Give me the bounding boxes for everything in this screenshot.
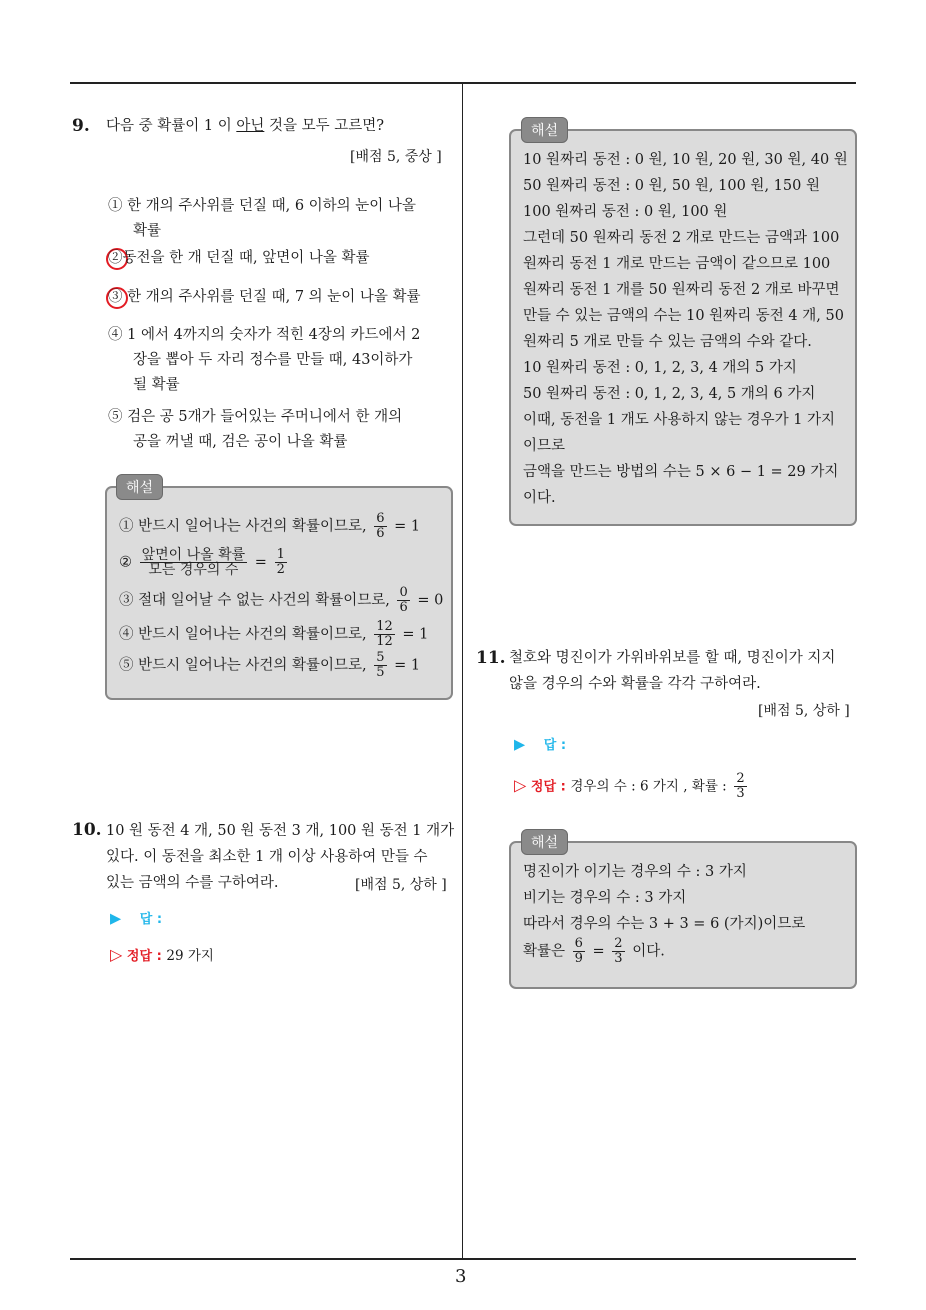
explain-text: ① 반드시 일어나는 사건의 확률이므로, xyxy=(119,518,367,535)
question-line-1: 철호와 명진이가 가위바위보를 할 때, 명진이가 지지 xyxy=(509,650,836,666)
option-text: 장을 뽑아 두 자리 정수를 만들 때, 43이하가 xyxy=(133,352,413,368)
numerator: 1 xyxy=(276,547,285,562)
option-text: 검은 공 5개가 들어있는 주머니에서 한 개의 xyxy=(127,409,403,425)
option-text: 한 개의 주사위를 던질 때, 7 의 눈이 나올 확률 xyxy=(127,289,421,305)
stem-text-end: 것을 모두 고르면? xyxy=(264,118,384,134)
explain-line-3 xyxy=(119,586,443,615)
denominator: 3 xyxy=(614,951,623,966)
denominator: 6 xyxy=(399,600,408,615)
numerator: 5 xyxy=(376,650,385,665)
points-label: [배점 5, 중상 ] xyxy=(350,149,442,165)
explain-line-1 xyxy=(119,512,420,541)
option-mark: ① xyxy=(108,198,123,214)
explain-text: ③ 절대 일어날 수 없는 사건의 확률이므로, xyxy=(119,592,390,609)
explain-text: ② xyxy=(119,554,132,571)
explain-line: 명진이가 이기는 경우의 수 : 3 가지 xyxy=(523,864,747,880)
explain-line: 만들 수 있는 금액의 수는 10 원짜리 동전 4 개, 50 xyxy=(523,308,844,324)
page-number: 3 xyxy=(455,1266,467,1287)
numerator: 6 xyxy=(574,936,583,951)
correct-answer-row xyxy=(514,772,750,801)
fraction xyxy=(140,548,248,577)
option-5[interactable] xyxy=(108,405,402,455)
explanation-box xyxy=(509,841,857,989)
explain-line: 50 원짜리 동전 : 0 원, 50 원, 100 원, 150 원 xyxy=(523,178,820,194)
explain-tail: = 0 xyxy=(417,592,444,609)
explain-line: 원짜리 5 개로 만들 수 있는 금액의 수와 같다. xyxy=(523,334,812,350)
denominator: 5 xyxy=(376,665,385,680)
question-line-2: 있다. 이 동전을 최소한 1 개 이상 사용하여 만들 수 xyxy=(106,849,428,865)
points-label: [배점 5, 상하 ] xyxy=(355,877,447,893)
explanation-box xyxy=(509,129,857,526)
fraction xyxy=(374,620,395,649)
explain-line: 50 원짜리 동전 : 0, 1, 2, 3, 4, 5 개의 6 가지 xyxy=(523,386,816,402)
answer-fraction xyxy=(734,772,746,801)
points-label: [배점 5, 상하 ] xyxy=(758,703,850,719)
explanation-tag: 해설 xyxy=(116,474,163,500)
question-line-3: 있는 금액의 수를 구하여라. xyxy=(106,875,279,891)
correct-answer-value: 29 가지 xyxy=(166,948,214,964)
numerator: 2 xyxy=(736,771,745,786)
explain-line: 10 원짜리 동전 : 0, 1, 2, 3, 4 개의 5 가지 xyxy=(523,360,797,376)
fraction xyxy=(374,651,386,680)
fraction xyxy=(374,512,386,541)
option-3[interactable] xyxy=(108,285,421,310)
explain-text: ⑤ 반드시 일어나는 사건의 확률이므로, xyxy=(119,657,367,674)
explain-tail: = xyxy=(254,554,267,571)
answer-input-row[interactable] xyxy=(514,734,566,757)
explain-line-4 xyxy=(119,620,428,649)
explain-line: 이다. xyxy=(523,490,556,506)
question-stem xyxy=(106,115,384,137)
option-4[interactable] xyxy=(108,323,420,398)
denominator: 3 xyxy=(736,786,745,801)
top-rule xyxy=(70,82,856,84)
explain-text: 확률은 xyxy=(523,943,566,960)
fraction xyxy=(397,586,409,615)
option-mark: ③ xyxy=(108,289,123,305)
outline-triangle-icon: ▷ xyxy=(514,775,527,795)
stem-text: 다음 중 확률이 1 이 xyxy=(106,118,237,134)
correct-answer-label: 정답 : xyxy=(126,949,162,964)
question-line-1: 10 원 동전 4 개, 50 원 동전 3 개, 100 원 동전 1 개가 xyxy=(106,823,455,839)
explain-line: 비기는 경우의 수 : 3 가지 xyxy=(523,890,687,906)
explain-line: 금액을 만드는 방법의 수는 5 × 6 − 1 = 29 가지 xyxy=(523,464,839,480)
denominator: 12 xyxy=(376,634,393,649)
explanation-tag: 해설 xyxy=(521,117,568,143)
numerator: 12 xyxy=(376,619,393,634)
option-1[interactable] xyxy=(108,194,416,244)
option-mark: ② xyxy=(108,250,123,266)
option-text: 한 개의 주사위를 던질 때, 6 이하의 눈이 나올 xyxy=(127,198,416,214)
stem-underlined: 아닌 xyxy=(236,118,265,134)
option-text: 1 에서 4까지의 숫자가 적힌 4장의 카드에서 2 xyxy=(127,327,421,343)
correct-answer-value: 경우의 수 : 6 가지 , 확률 : xyxy=(570,778,727,795)
denominator: 6 xyxy=(376,526,385,541)
answer-prompt: 답 : xyxy=(543,738,567,753)
play-triangle-icon: ▶ xyxy=(514,737,526,753)
explain-tail: = 1 xyxy=(402,626,429,643)
option-text: 공을 꺼낼 때, 검은 공이 나올 확률 xyxy=(133,434,348,450)
question-number: 9. xyxy=(72,116,90,136)
explain-tail: = 1 xyxy=(394,518,421,535)
option-text: 될 확률 xyxy=(133,377,180,393)
answer-input-row[interactable] xyxy=(110,908,162,931)
option-mark: ④ xyxy=(108,327,123,343)
option-2[interactable] xyxy=(108,246,369,271)
numerator: 앞면이 나올 확률 xyxy=(141,547,246,563)
denominator: 모든 경우의 수 xyxy=(148,562,239,578)
column-divider xyxy=(462,84,463,1259)
numerator: 6 xyxy=(376,511,385,526)
explain-line: 따라서 경우의 수는 3 + 3 = 6 (가지)이므로 xyxy=(523,916,806,932)
correct-answer-row xyxy=(110,944,214,968)
explain-line-5 xyxy=(119,651,420,680)
question-line-2: 않을 경우의 수와 확률을 각각 구하여라. xyxy=(509,676,761,692)
play-triangle-icon: ▶ xyxy=(110,911,122,927)
option-text: 확률 xyxy=(133,223,162,239)
explain-line: 이때, 동전을 1 개도 사용하지 않는 경우가 1 가지 xyxy=(523,412,836,428)
explain-line: 원짜리 동전 1 개로 만드는 금액이 같으므로 100 xyxy=(523,256,831,272)
explain-tail: 이다. xyxy=(632,943,665,960)
numerator: 2 xyxy=(614,936,623,951)
explain-line: 이므로 xyxy=(523,438,566,454)
explain-line: 원짜리 동전 1 개를 50 원짜리 동전 2 개로 바꾸면 xyxy=(523,282,840,298)
option-text: 동전을 한 개 던질 때, 앞면이 나올 확률 xyxy=(122,250,370,266)
outline-triangle-icon: ▷ xyxy=(110,945,123,964)
explain-line: 10 원짜리 동전 : 0 원, 10 원, 20 원, 30 원, 40 원 xyxy=(523,152,848,168)
question-number: 10. xyxy=(72,820,102,840)
explain-line xyxy=(523,937,665,966)
explanation-box xyxy=(105,486,453,700)
explain-text: ④ 반드시 일어나는 사건의 확률이므로, xyxy=(119,626,367,643)
answer-prompt: 답 : xyxy=(139,912,163,927)
question-number: 11. xyxy=(476,648,506,668)
numerator: 0 xyxy=(399,585,408,600)
fraction xyxy=(573,937,585,966)
fraction xyxy=(275,548,287,577)
explain-tail: = 1 xyxy=(394,657,421,674)
denominator: 9 xyxy=(574,951,583,966)
denominator: 2 xyxy=(276,562,285,577)
equals-sign: = xyxy=(592,943,605,960)
bottom-rule xyxy=(70,1258,856,1260)
explanation-tag: 해설 xyxy=(521,829,568,855)
option-mark: ⑤ xyxy=(108,409,123,425)
explain-line: 100 원짜리 동전 : 0 원, 100 원 xyxy=(523,204,728,220)
correct-answer-label: 정답 : xyxy=(530,779,566,795)
explain-line: 그런데 50 원짜리 동전 2 개로 만드는 금액과 100 xyxy=(523,230,840,246)
fraction xyxy=(612,937,624,966)
explain-line-2 xyxy=(119,548,290,577)
